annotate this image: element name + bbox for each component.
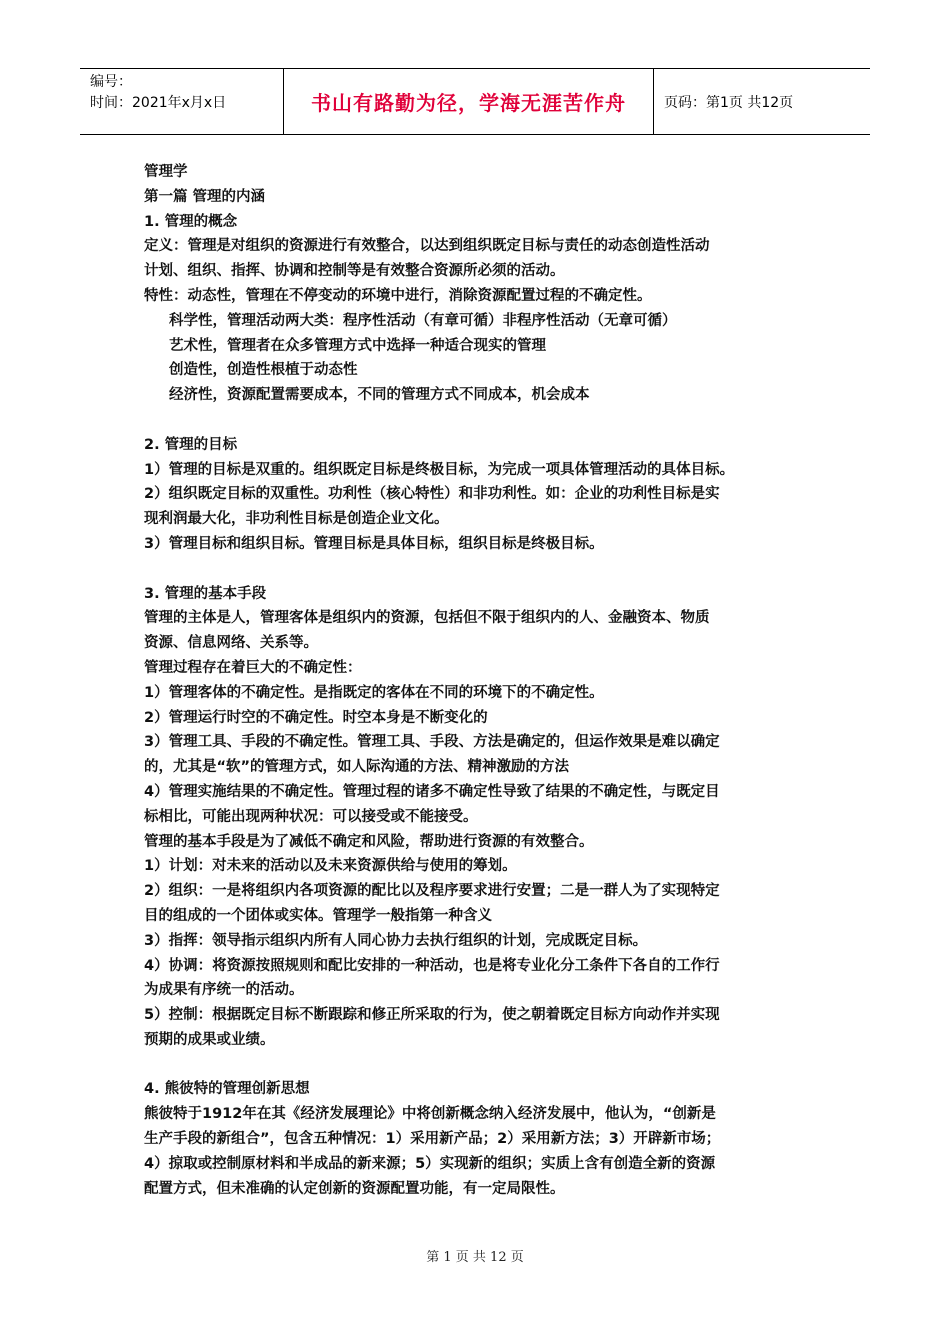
blank-line: [144, 557, 820, 582]
body-line: 1）管理的目标是双重的。组织既定目标是终极目标，为完成一项具体管理活动的具体目标。: [144, 461, 735, 478]
body-line: 管理学: [144, 164, 188, 180]
body-line: 特性：动态性，管理在不停变动的环境中进行，消除资源配置过程的不确定性。: [144, 287, 652, 304]
body-line: 1. 管理的概念: [144, 213, 238, 230]
body-line: 4）协调：将资源按照规则和配比安排的一种活动，也是将专业化分工条件下各自的工作行: [144, 957, 720, 974]
body-line: 为成果有序统一的活动。: [144, 982, 304, 999]
body-line: 2）组织：一是将组织内各项资源的配比以及程序要求进行安置；二是一群人为了实现特定: [144, 883, 720, 900]
body-line: 管理过程存在着巨大的不确定性：: [144, 659, 362, 676]
header-motto: 书山有路勤为径，学海无涯苦作舟: [283, 69, 654, 134]
body-line: 2. 管理的目标: [144, 436, 238, 453]
body-line: 第一篇 管理的内涵: [144, 188, 266, 205]
page-footer: 第 1 页 共 12 页: [426, 1250, 524, 1265]
body-line: 管理的基本手段是为了减低不确定和风险，帮助进行资源的有效整合。: [144, 833, 594, 850]
body-line: 标相比，可能出现两种状况：可以接受或不能接受。: [144, 808, 478, 825]
body-line: 4. 熊彼特的管理创新思想: [144, 1081, 310, 1098]
body-line: 3. 管理的基本手段: [144, 585, 267, 602]
body-line: 3）指挥：领导指示组织内所有人同心协力去执行组织的计划，完成既定目标。: [144, 932, 648, 949]
body-line: 1）管理客体的不确定性。是指既定的客体在不同的环境下的不确定性。: [144, 684, 604, 701]
body-line: 经济性，资源配置需要成本，不同的管理方式不同成本，机会成本: [169, 387, 590, 404]
body-line: 生产手段的新组合”，包含五种情况：1）采用新产品；2）采用新方法；3）开辟新市场；: [144, 1131, 721, 1148]
body-line: 计划、组织、指挥、协调和控制等是有效整合资源所必须的活动。: [144, 263, 565, 280]
body-line: 科学性，管理活动两大类：程序性活动（有章可循）非程序性活动（无章可循）: [169, 312, 677, 329]
body-line: 4）掠取或控制原材料和半成品的新来源；5）实现新的组织；实质上含有创造全新的资源: [144, 1155, 716, 1172]
document-body: [144, 160, 820, 1201]
blank-line: [144, 408, 820, 433]
blank-line: [144, 1053, 820, 1078]
body-line: 目的组成的一个团体或实体。管理学一般指第一种含义: [144, 907, 492, 924]
page-header: [80, 68, 870, 135]
body-line: 资源、信息网络、关系等。: [144, 635, 318, 652]
body-line: 3）管理目标和组织目标。管理目标是具体目标，组织目标是终极目标。: [144, 535, 604, 552]
body-line: 熊彼特于1912年在其《经济发展理论》中将创新概念纳入经济发展中，他认为，“创新是: [144, 1106, 716, 1123]
body-line: 预期的成果或业绩。: [144, 1031, 275, 1048]
body-line: 的，尤其是“软”的管理方式，如人际沟通的方法、精神激励的方法: [144, 759, 570, 776]
body-line: 创造性，创造性根植于动态性: [169, 362, 358, 379]
body-line: 1）计划：对未来的活动以及未来资源供给与使用的筹划。: [144, 858, 517, 875]
body-line: 3）管理工具、手段的不确定性。管理工具、手段、方法是确定的，但运作效果是难以确定: [144, 734, 720, 751]
body-line: 定义：管理是对组织的资源进行有效整合，以达到组织既定目标与责任的动态创造性活动: [144, 238, 710, 255]
header-page-info: 页码：第1页 共12页: [664, 94, 794, 111]
header-meta: [80, 69, 283, 134]
body-line: 管理的主体是人，管理客体是组织内的资源，包括但不限于组织内的人、金融资本、物质: [144, 610, 710, 627]
body-line: 5）控制：根据既定目标不断跟踪和修正所采取的行为，使之朝着既定目标方向动作并实现: [144, 1007, 720, 1024]
body-line: 2）管理运行时空的不确定性。时空本身是不断变化的: [144, 709, 488, 726]
body-line: 艺术性，管理者在众多管理方式中选择一种适合现实的管理: [169, 337, 546, 354]
document-time-label: 时间：2021年x月x日: [90, 95, 227, 111]
body-line: 现利润最大化，非功利性目标是创造企业文化。: [144, 511, 449, 528]
body-line: 配置方式，但未准确的认定创新的资源配置功能，有一定局限性。: [144, 1180, 565, 1197]
body-line: 2）组织既定目标的双重性。功利性（核心特性）和非功利性。如：企业的功利性目标是实: [144, 486, 720, 503]
document-number-label: 编号：: [90, 74, 132, 90]
body-line: 4）管理实施结果的不确定性。管理过程的诸多不确定性导致了结果的不确定性，与既定目: [144, 783, 720, 800]
